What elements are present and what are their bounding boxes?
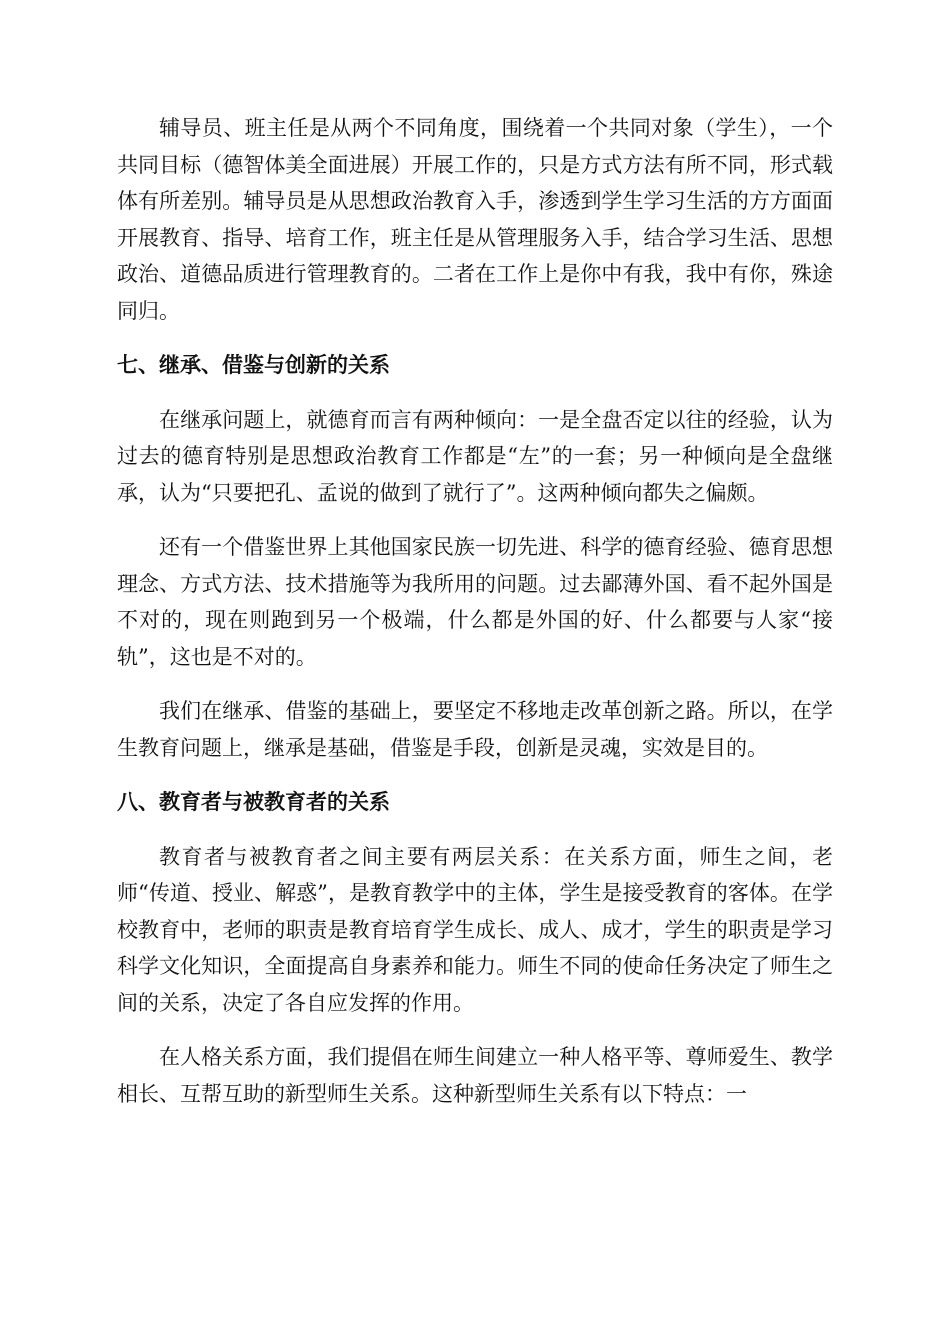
- section-heading-8: 八、教育者与被教育者的关系: [117, 790, 390, 814]
- paragraph-innovation: 我们在继承、借鉴的基础上，要坚定不移地走改革创新之路。所以，在学生教育问题上，继承是基础，借鉴是手段，创新是灵魂，实效是目的。: [117, 699, 833, 760]
- paragraph-counselor-headteacher: 辅导员、班主任是从两个不同角度，围绕着一个共同对象（学生），一个共同目标（德智体美全面进展）开展工作的，只是方式方法有所不同，形式载体有所差别。辅导员是从思想政治教育入手，渗透到学生学习生活的方方面面开展教育、指导、培育工作，班主任是从管理服务入手，结合学习生活、思想政治、道德品质进行管理教育的。二者在工作上是你中有我，我中有你，殊途同归。: [117, 116, 833, 323]
- paragraph-reference: 还有一个借鉴世界上其他国家民族一切先进、科学的德育经验、德育思想理念、方式方法、技术措施等为我所用的问题。过去鄙薄外国、看不起外国是不对的，现在则跑到另一个极端，什么都是外国的好、什么都要与人家“接轨”，这也是不对的。: [117, 535, 833, 669]
- section-heading-7: 七、继承、借鉴与创新的关系: [117, 353, 390, 377]
- paragraph-teacher-student: 教育者与被教育者之间主要有两层关系：在关系方面，师生之间，老师“传道、授业、解惑”，是教育教学中的主体，学生是接受教育的客体。在学校教育中，老师的职责是教育培育学生成长、成人、成才，学生的职责是学习科学文化知识，全面提高自身素养和能力。师生不同的使命任务决定了师生之间的关系，决定了各自应发挥的作用。: [117, 844, 833, 1015]
- paragraph-personality-relation: 在人格关系方面，我们提倡在师生间建立一种人格平等、尊师爱生、教学相长、互帮互助的新型师生关系。这种新型师生关系有以下特点：一: [117, 1045, 833, 1106]
- document-page: [117, 110, 833, 1130]
- paragraph-inheritance: 在继承问题上，就德育而言有两种倾向：一是全盘否定以往的经验，认为过去的德育特别是思想政治教育工作都是“左”的一套；另一种倾向是全盘继承，认为“只要把孔、孟说的做到了就行了”。这两种倾向都失之偏颇。: [117, 407, 833, 505]
